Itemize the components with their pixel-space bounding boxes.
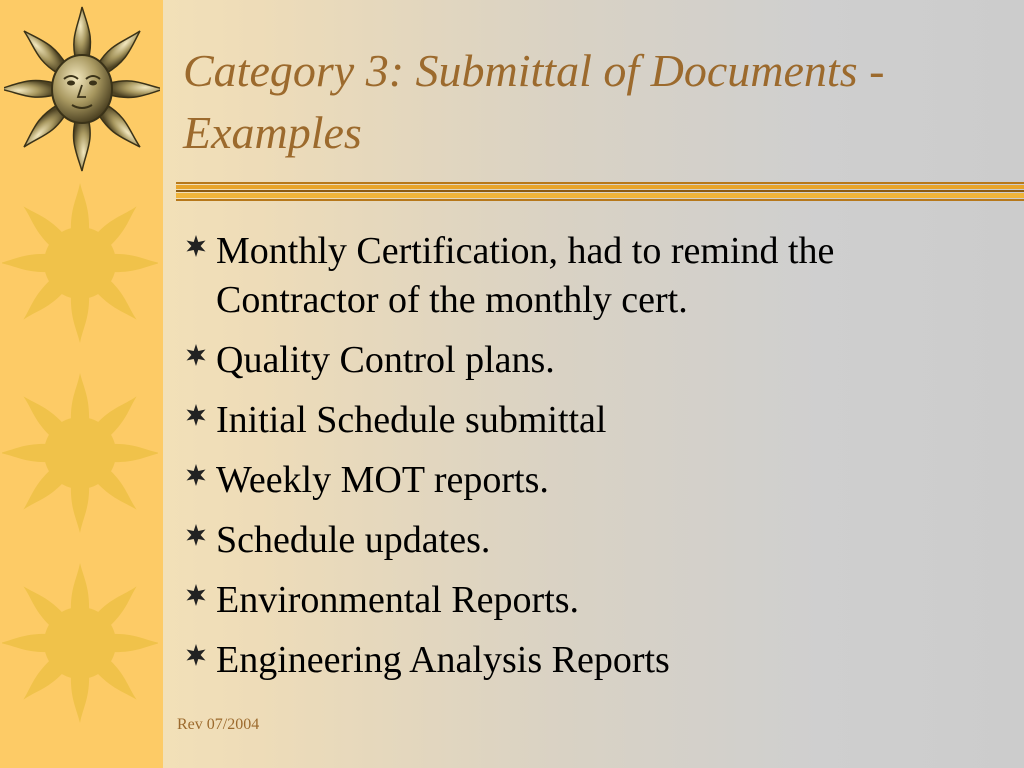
- decorative-left-band: [0, 0, 163, 768]
- six-point-star-icon: [183, 522, 209, 548]
- footer-revision: Rev 07/2004: [177, 716, 260, 733]
- six-point-star-icon: [183, 582, 209, 608]
- sun-face-icon: [4, 6, 160, 172]
- list-item: [183, 227, 1003, 325]
- bullet-text: Environmental Reports.: [216, 579, 580, 621]
- list-item: [183, 396, 1003, 445]
- bullet-text: Monthly Certification, had to remind the Contractor of the monthly cert.: [216, 230, 835, 321]
- list-item: [183, 456, 1003, 505]
- six-point-star-icon: [183, 233, 209, 259]
- sun-icon: [2, 370, 158, 536]
- list-item: [183, 576, 1003, 625]
- bullet-text: Weekly MOT reports.: [216, 459, 549, 501]
- bullet-text: Quality Control plans.: [216, 339, 555, 381]
- bullet-text: Engineering Analysis Reports: [216, 639, 670, 681]
- bullet-list: [183, 227, 1003, 696]
- bullet-text: Initial Schedule submittal: [216, 399, 607, 441]
- sun-icon: [2, 560, 158, 726]
- six-point-star-icon: [183, 462, 209, 488]
- list-item: [183, 636, 1003, 685]
- list-item: [183, 516, 1003, 565]
- sun-icon: [2, 180, 158, 346]
- title-divider: [176, 182, 1024, 204]
- six-point-star-icon: [183, 342, 209, 368]
- six-point-star-icon: [183, 642, 209, 668]
- six-point-star-icon: [183, 402, 209, 428]
- bullet-text: Schedule updates.: [216, 519, 491, 561]
- list-item: [183, 336, 1003, 385]
- slide-title: Category 3: Submittal of Documents - Examples: [183, 45, 885, 158]
